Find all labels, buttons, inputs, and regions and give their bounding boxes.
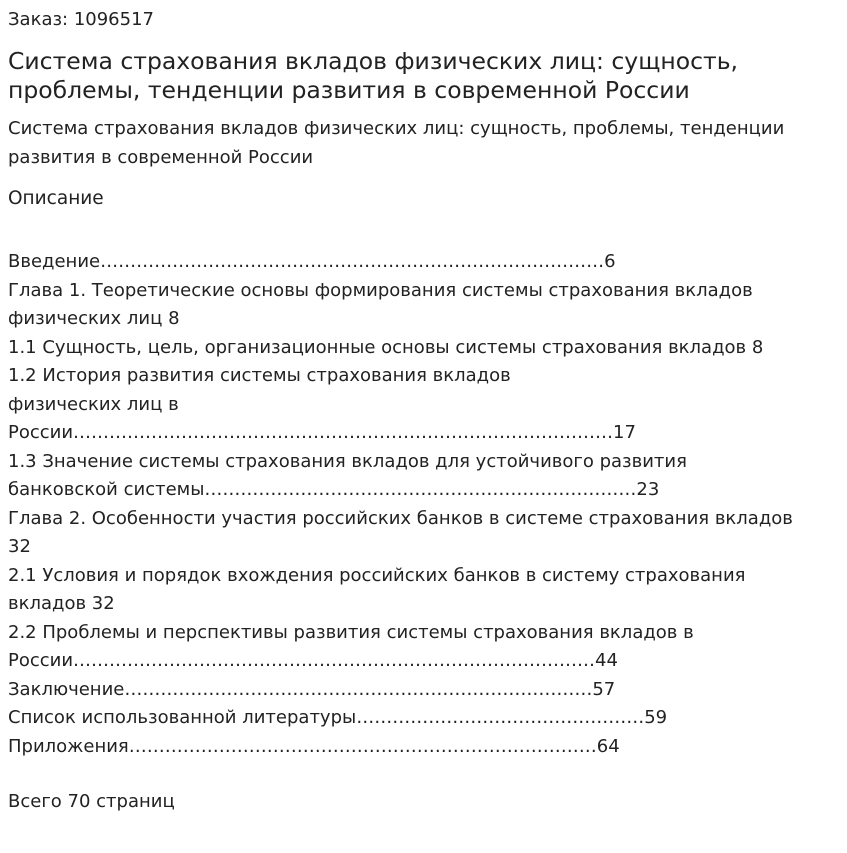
- toc-line: Заключение……………………………………………………………………57: [8, 678, 616, 700]
- toc-line: 2.1 Условия и порядок вхождения российских банков в систему страхования: [8, 564, 746, 586]
- toc-line: банковской системы………………………………………………………………23: [8, 479, 660, 500]
- page-title: [8, 47, 808, 105]
- toc-line: физических лиц 8: [8, 308, 180, 329]
- toc-line: Приложения……………………………………………………………………64: [8, 735, 620, 757]
- toc-line: Список использованной литературы…………………………………………59: [8, 707, 668, 728]
- toc-line: 1.3 Значение системы страхования вкладов для устойчивого развития: [8, 450, 687, 472]
- subtitle-line: Система страхования вкладов физических лиц: сущность, проблемы, тенденции: [8, 118, 785, 139]
- toc-line: 1.2 История развития системы страхования вкладов: [8, 365, 511, 386]
- toc-line: России……………………………………………………………………………44: [8, 650, 618, 671]
- toc-line: 1.1 Сущность, цель, организационные основы системы страхования вкладов 8: [8, 336, 764, 358]
- toc-line: 2.2 Проблемы и перспективы развития системы страхования вкладов в: [8, 621, 694, 643]
- toc-line: Глава 2. Особенности участия российских банков в системе страхования вкладов: [8, 507, 793, 529]
- toc-line: физических лиц в: [8, 393, 179, 415]
- title-line: Система страхования вкладов физических лиц: сущность,: [8, 47, 739, 75]
- order-number: Заказ: 1096517: [8, 9, 154, 30]
- toc-line: 32: [8, 536, 31, 557]
- toc-line: России………………………………………………………………………………17: [8, 422, 636, 443]
- description-heading: Описание: [8, 188, 104, 209]
- total-pages: Всего 70 страниц: [8, 791, 175, 812]
- table-of-contents: [8, 248, 843, 761]
- title-line: проблемы, тенденции развития в современной России: [8, 76, 690, 104]
- toc-line: Глава 1. Теоретические основы формирования системы страхования вкладов: [8, 279, 753, 301]
- subtitle-line: развития в современной России: [8, 146, 314, 168]
- subtitle: [8, 115, 838, 172]
- toc-line: Введение…………………………………………………………………………6: [8, 251, 616, 272]
- toc-line: вкладов 32: [8, 593, 115, 614]
